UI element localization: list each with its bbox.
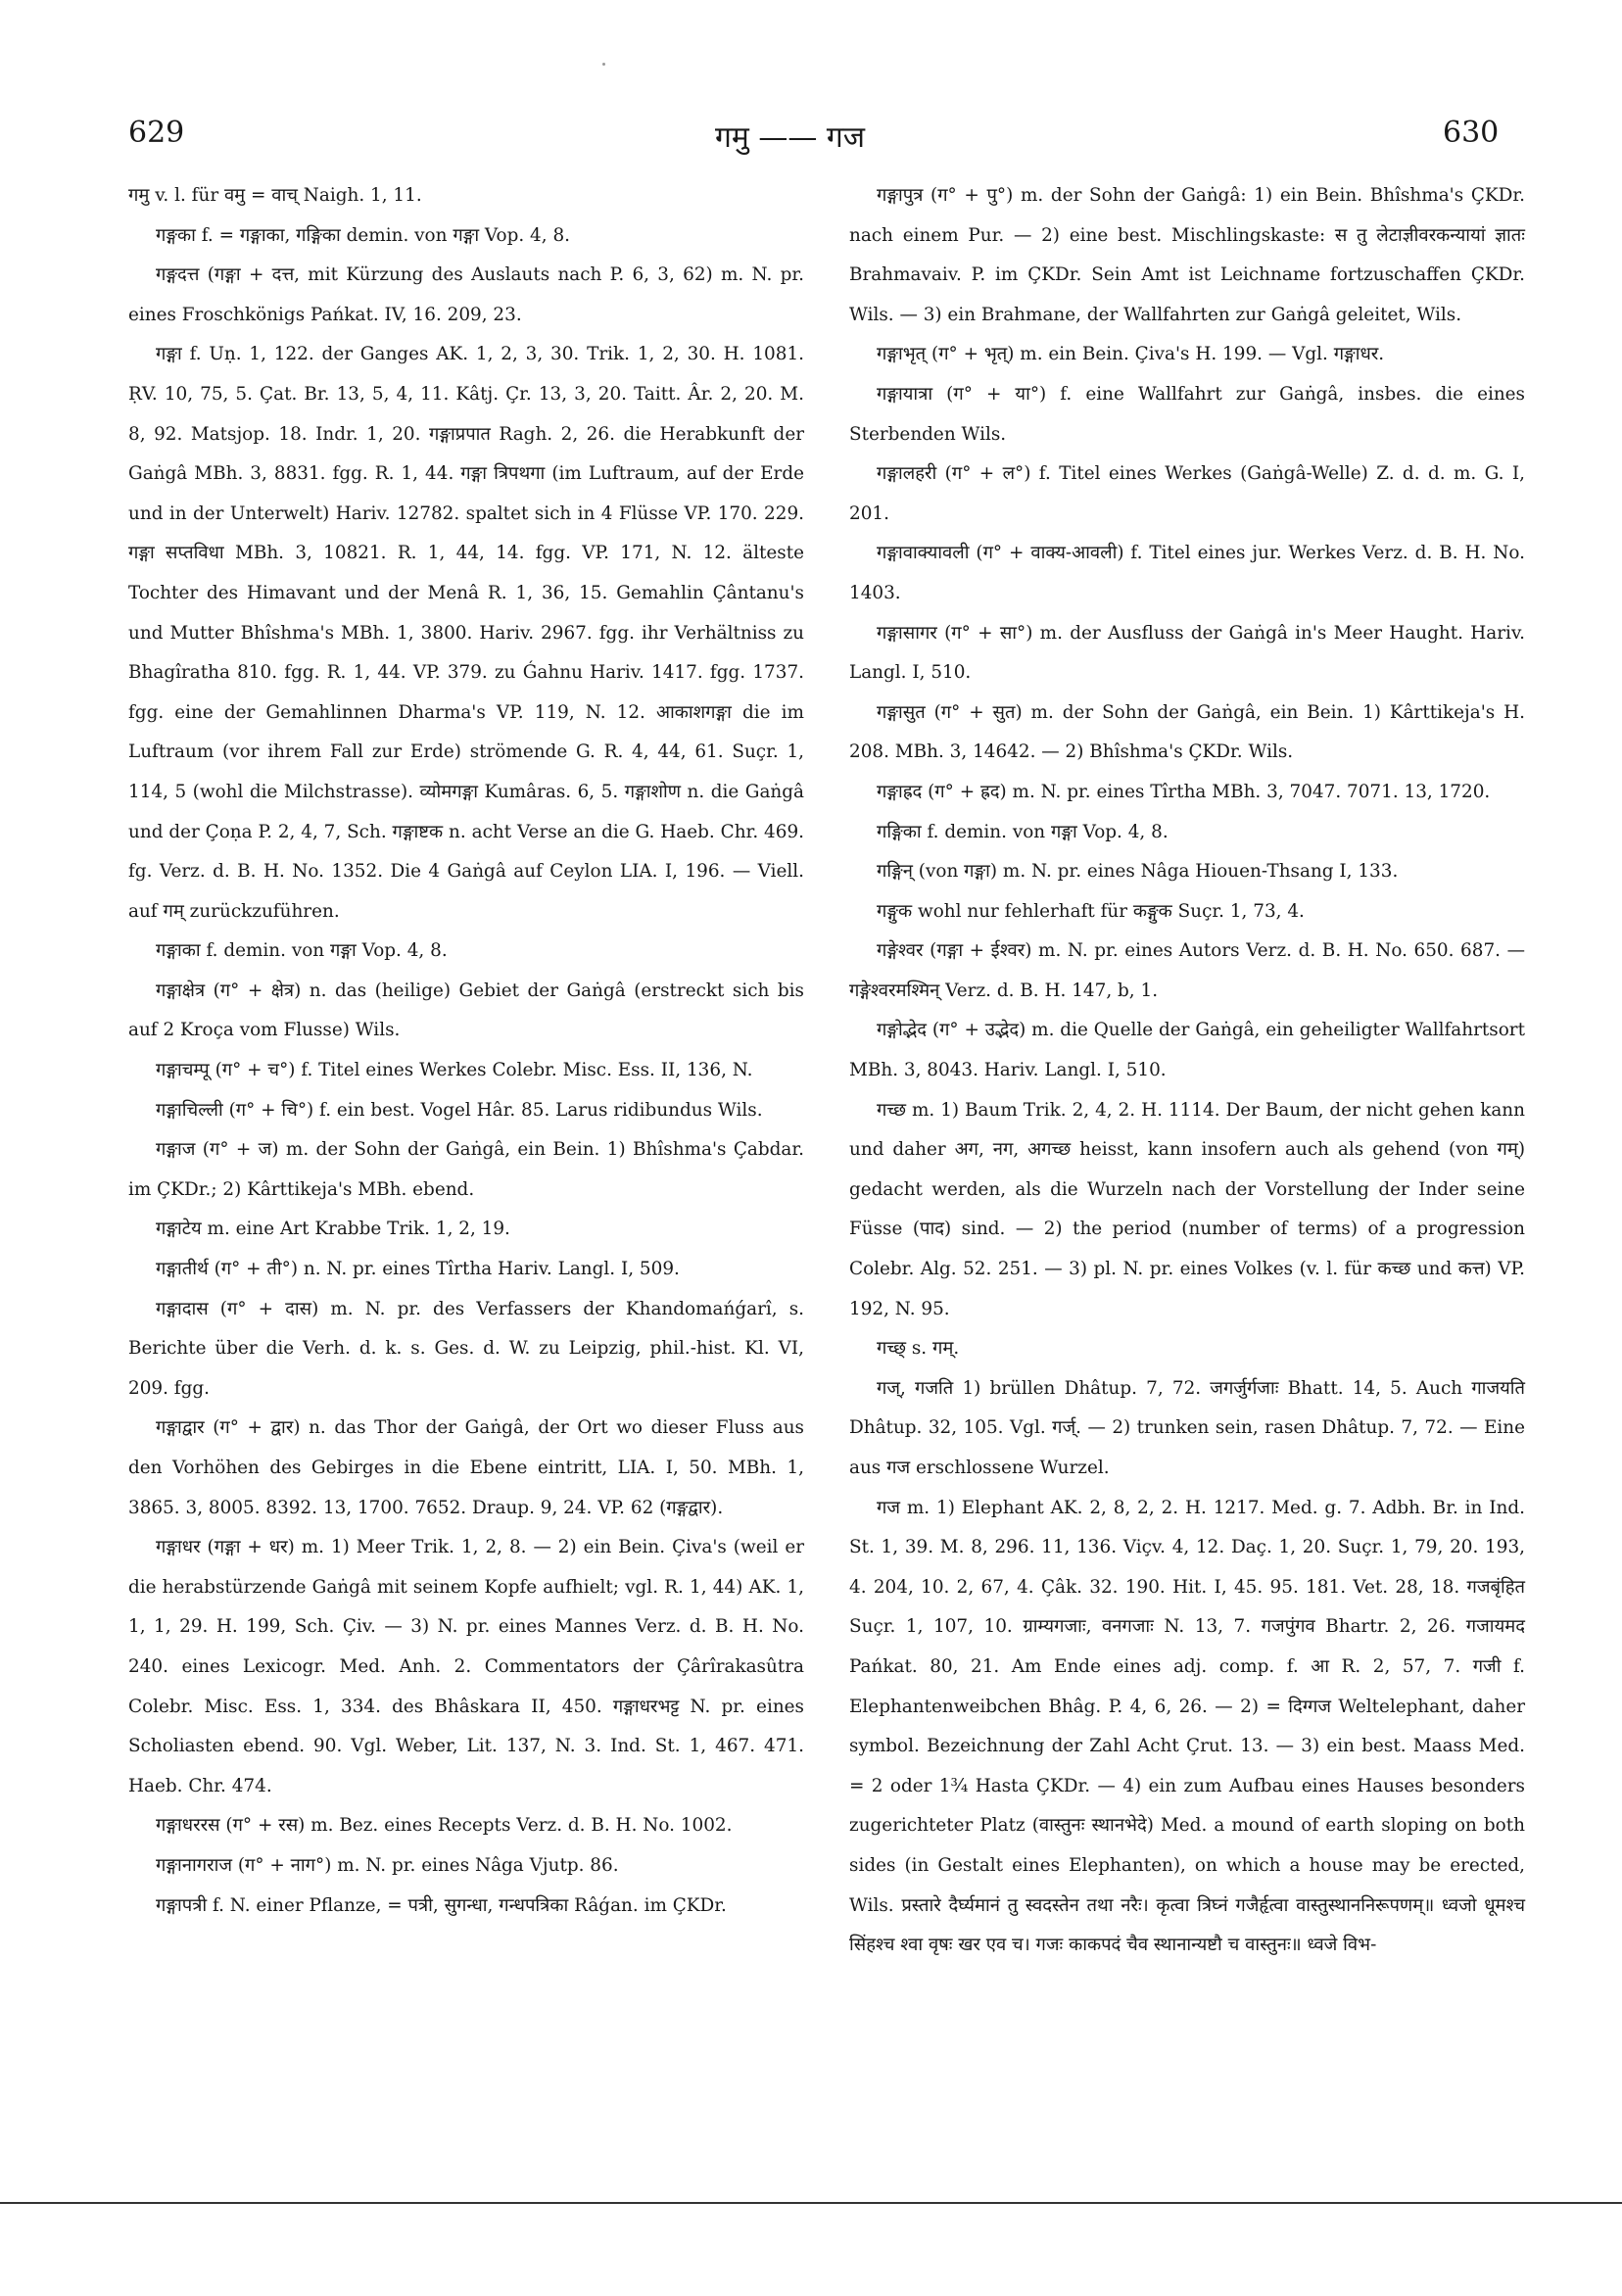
dictionary-entry: गङ्गेश्वर (गङ्गा + ईश्वर) m. N. pr. eines Autors Verz. d. B. H. No. 650. 687. — गङ्गेश्वरमश्मिन् Verz. d. B. H. 147, b, 1. [849, 940, 1525, 1001]
bottom-rule [0, 2202, 1622, 2204]
left-page-number: 629 [128, 116, 185, 150]
right-column [849, 176, 1525, 1966]
dictionary-entry: गङ्गाद्वार (ग° + द्वार) n. das Thor der Gaṅgâ, der Ort wo dieser Fluss aus den Vorhöhen des Gebirges in die Ebene eintritt, LIA. I, 50. MBh. 1, 3865. 3, 8005. 8392. 13, 1700. 7652. Draup. 9, 24. VP. 62 (गङ्गद्वार). [128, 1417, 804, 1518]
dictionary-entry: गङ्गाटेय m. eine Art Krabbe Trik. 1, 2, 19. [156, 1219, 510, 1240]
dictionary-entry: गङ्गापत्री f. N. einer Pflanze, = पत्री, सुगन्धा, गन्धपत्रिका Râǵan. im ÇKDr. [156, 1894, 727, 1916]
dictionary-entry: गङ्गावाक्यावली (ग° + वाक्य-आवली) f. Titel eines jur. Werkes Verz. d. B. H. No. 1403. [849, 543, 1525, 603]
dictionary-entry: गङ्गासागर (ग° + सा°) m. der Ausfluss der Gaṅgâ in's Meer Haught. Hariv. Langl. I, 510. [849, 622, 1525, 684]
dictionary-entry: गङ्गा f. Uṇ. 1, 122. der Ganges AK. 1, 2, 3, 30. Trik. 1, 2, 30. H. 1081. ṚV. 10, 75, 5. Çat. Br. 13, 5, 4, 11. Kâtj. Çr. 13, 3, 20. Taitt. Âr. 2, 20. M. 8, 92. Matsjop. 18. Indr. 1, 20. गङ्गाप्रपात Ragh. 2, 26. die Herabkunft der Gaṅgâ MBh. 3, 8831. fgg. R. 1, 44. गङ्गा त्रिपथगा (im Luftraum, auf der Erde und in der Unterwelt) Hariv. 12782. spaltet sich in 4 Flüsse VP. 170. 229. गङ्गा सप्तविधा MBh. 3, 10821. R. 1, 44, 14. fgg. VP. 171, N. 12. älteste Tochter des Himavant und der Menâ R. 1, 36, 15. Gemahlin Çântanu's und Mutter Bhîshma's MBh. 1, 3800. Hariv. 2967. fgg. ihr Verhältniss zu Bhagîratha 810. fgg. R. 1, 44. VP. 379. zu Ǵahnu Hariv. 1417. fgg. 1737. fgg. eine der Gemahlinnen Dharma's VP. 119, N. 12. आकाशगङ्गा die im Luftraum (vor ihrem Fall zur Erde) strömende G. R. 4, 44, 61. Suçr. 1, 114, 5 (wohl die Milchstrasse). व्योमगङ्गा Kumâras. 6, 5. गङ्गाशोण n. die Gaṅgâ und der Çoṇa P. 2, 4, 7, Sch. गङ्गाष्टक n. acht Verse an die G. Haeb. Chr. 469. fg. Verz. d. B. H. No. 1352. Die 4 Gaṅgâ auf Ceylon LIA. I, 196. — Viell. auf गम् zurückzuführen. [128, 344, 804, 922]
right-page-number: 630 [1443, 116, 1500, 150]
dictionary-entry: गङ्गाचम्पू (ग° + च°) f. Titel eines Werkes Colebr. Misc. Ess. II, 136, N. [156, 1060, 753, 1081]
dictionary-entry: गङ्गुक wohl nur fehlerhaft für कङ्गुक Suçr. 1, 73, 4. [877, 900, 1305, 922]
running-head: गमु —— गज [715, 120, 866, 155]
dictionary-entry: गमु v. l. für वमु = वाच् Naigh. 1, 11. [128, 185, 422, 206]
dictionary-entry: गङ्गिका f. demin. von गङ्गा Vop. 4, 8. [877, 821, 1169, 842]
dictionary-entry: गङ्गाधररस (ग° + रस) m. Bez. eines Recepts Verz. d. B. H. No. 1002. [156, 1815, 733, 1837]
dictionary-entry: गङ्गानागराज (ग° + नाग°) m. N. pr. eines Nâga Vjutp. 86. [156, 1854, 619, 1876]
dictionary-entry: गङ्गाक्षेत्र (ग° + क्षेत्र) n. das (heilige) Gebiet der Gaṅgâ (erstreckt sich bis auf 2 Kroça vom Flusse) Wils. [128, 980, 804, 1041]
dictionary-entry: गङ्गिन् (von गङ्गा) m. N. pr. eines Nâga Hiouen-Thsang I, 133. [877, 861, 1399, 883]
dictionary-entry: गङ्गाका f. demin. von गङ्गा Vop. 4, 8. [156, 940, 448, 962]
dictionary-entry: गज्, गजति 1) brüllen Dhâtup. 7, 72. जगर्जुर्गजाः Bhatt. 14, 5. Auch गाजयति Dhâtup. 32, 105. Vgl. गर्ज्. — 2) trunken sein, rasen Dhâtup. 7, 72. — Eine aus गज erschlossene Wurzel. [849, 1377, 1525, 1478]
dictionary-entry: गच्छ् s. गम्. [877, 1338, 960, 1360]
dictionary-entry: गङ्गादास (ग° + दास) m. N. pr. des Verfassers der Khandomańǵarî, s. Berichte über die Verh. d. k. s. Ges. d. W. zu Leipzig, phil.-hist. Kl. VI, 209. fgg. [128, 1298, 804, 1399]
dictionary-entry: गङ्गापुत्र (ग° + पु°) m. der Sohn der Gaṅgâ: 1) ein Bein. Bhîshma's ÇKDr. nach einem Pur. — 2) eine best. Mischlingskaste: स तु लेटाज्ञीवरकन्यायां ज्ञातः Brahmavaiv. P. im ÇKDr. Sein Amt ist Leichname fortzuschaffen ÇKDr. Wils. — 3) ein Brahmane, der Wallfahrten zur Gaṅgâ geleitet, Wils. [849, 185, 1525, 325]
dictionary-entry: गङ्गाधर (गङ्गा + धर) m. 1) Meer Trik. 1, 2, 8. — 2) ein Bein. Çiva's (weil er die herabstürzende Gaṅgâ mit seinem Kopfe aufhielt; vgl. R. 1, 44) AK. 1, 1, 1, 29. H. 199, Sch. Çiv. — 3) N. pr. eines Mannes Verz. d. B. H. No. 240. eines Lexicogr. Med. Anh. 2. Commentators der Çârîrakasûtra Colebr. Misc. Ess. 1, 334. des Bhâskara II, 450. गङ्गाधरभट्ट N. pr. eines Scholiasten ebend. 90. Vgl. Weber, Lit. 137, N. 3. Ind. St. 1, 467. 471. Haeb. Chr. 474. [128, 1537, 804, 1796]
dictionary-entry: गङ्गाभृत् (ग° + भृत्) m. ein Bein. Çiva's H. 199. — Vgl. गङ्गाधर. [877, 344, 1385, 365]
dictionary-entry: गङ्गासुत (ग° + सुत) m. der Sohn der Gaṅgâ, ein Bein. 1) Kârttikeja's H. 208. MBh. 3, 14642. — 2) Bhîshma's ÇKDr. Wils. [849, 701, 1525, 763]
dictionary-entry: गङ्गोद्भेद (ग° + उद्भेद) m. die Quelle der Gaṅgâ, ein geheiligter Wallfahrtsort MBh. 3, 8043. Hariv. Langl. I, 510. [849, 1020, 1525, 1081]
dictionary-entry: गङ्गाचिल्ली (ग° + चि°) f. ein best. Vogel Hâr. 85. Larus ridibundus Wils. [156, 1099, 763, 1121]
dictionary-entry: गङ्गाह्रद (ग° + ह्रद) m. N. pr. eines Tîrtha MBh. 3, 7047. 7071. 13, 1720. [877, 781, 1491, 802]
dictionary-entry: गङ्गका f. = गङ्गाका, गङ्गिका demin. von गङ्गा Vop. 4, 8. [156, 224, 570, 246]
dictionary-entry: गज m. 1) Elephant AK. 2, 8, 2, 2. H. 1217. Med. g. 7. Adbh. Br. in Ind. St. 1, 39. M. 8, 296. 11, 136. Viçv. 4, 12. Daç. 1, 20. Suçr. 1, 79, 20. 193, 4. 204, 10. 2, 67, 4. Çâk. 32. 190. Hit. I, 45. 95. 181. Vet. 28, 18. गजबृंहित Suçr. 1, 107, 10. ग्राम्यगजाः, वनगजाः N. 13, 7. गजपुंगव Bhartr. 2, 26. गजायमद Pańkat. 80, 21. Am Ende eines adj. comp. f. आ R. 2, 57, 7. गजी f. Elephantenweibchen Bhâg. P. 4, 6, 26. — 2) = दिग्गज Weltelephant, daher symbol. Bezeichnung der Zahl Acht Çrut. 13. — 3) ein best. Maass Med. = 2 oder 1¾ Hasta ÇKDr. — 4) ein zum Aufbau eines Hauses besonders zugerichteter Platz (वास्तुनः स्थानभेदे) Med. a mound of earth sloping on both sides (in Gestalt eines Elephanten), on which a house may be erected, Wils. प्रस्तारे दैर्घ्यमानं तु स्वदस्तेन तथा नरैः। कृत्वा त्रिघ्नं गजैर्हृत्वा वास्तुस्थाननिरूपणम्॥ ध्वजो धूमश्च सिंहश्च श्वा वृषः खर एव च। गजः काकपदं चैव स्थानान्यष्टौ च वास्तुनः॥ ध्वजे विभ- [849, 1497, 1525, 1956]
dictionary-entry: गङ्गातीर्थ (ग° + ती°) n. N. pr. eines Tîrtha Hariv. Langl. I, 509. [156, 1259, 680, 1280]
dictionary-entry: गङ्गायात्रा (ग° + या°) f. eine Wallfahrt zur Gaṅgâ, insbes. die eines Sterbenden Wils. [849, 383, 1525, 445]
left-column [128, 176, 804, 1926]
dictionary-entry: गङ्गाज (ग° + ज) m. der Sohn der Gaṅgâ, ein Bein. 1) Bhîshma's Çabdar. im ÇKDr.; 2) Kârttikeja's MBh. ebend. [128, 1139, 804, 1200]
dictionary-entry: गच्छ m. 1) Baum Trik. 2, 4, 2. H. 1114. Der Baum, der nicht gehen kann und daher अग, नग, अगच्छ heisst, kann insofern auch als gehend (von गम्) gedacht werden, als die Wurzeln nach der Vorstellung der Inder seine Füsse (पाद) sind. — 2) the period (number of terms) of a progression Colebr. Alg. 52. 251. — 3) pl. N. pr. eines Volkes (v. l. für कच्छ und कत्त) VP. 192, N. 95. [849, 1099, 1525, 1319]
dictionary-entry: गङ्गदत्त (गङ्गा + दत्त, mit Kürzung des Auslauts nach P. 6, 3, 62) m. N. pr. eines Froschkönigs Pańkat. IV, 16. 209, 23. [128, 264, 804, 325]
dictionary-entry: गङ्गालहरी (ग° + ल°) f. Titel eines Werkes (Gaṅgâ-Welle) Z. d. d. m. G. I, 201. [849, 463, 1525, 524]
paper-speck [602, 63, 605, 66]
